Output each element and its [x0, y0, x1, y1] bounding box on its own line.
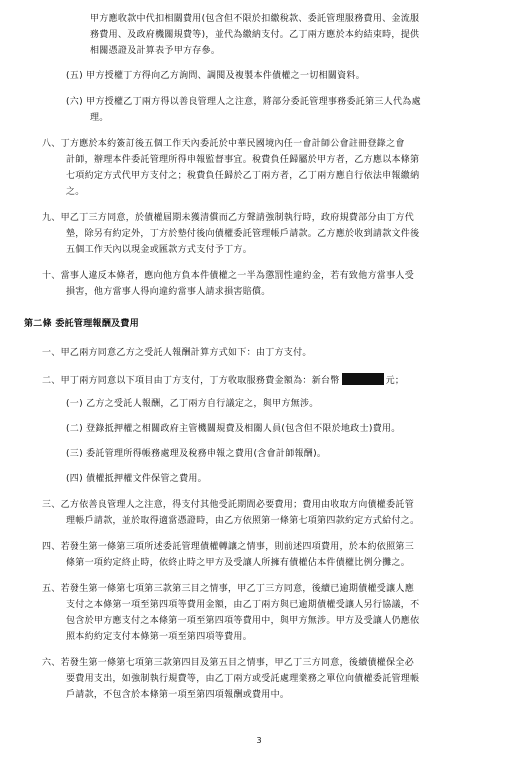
text-line: 要費用支出，如強制執行規費等，由乙丁兩方或受託處理業務之單位向債權委託管理帳 — [66, 674, 420, 684]
text-line: (四) 債權抵押權文件保管之費用。 — [66, 474, 207, 484]
text-line: 條第一項約定終止時，依終止時之甲方及受讓人所擁有債權佔本件債權比例分攤之。 — [66, 558, 411, 568]
text-line: 理。 — [90, 113, 109, 123]
text-line: 四、若發生第一條第三項所述委託管理債權轉讓之情事，則前述四項費用，於本約依照第三 — [42, 542, 415, 552]
text-line: 八、丁方應於本約簽訂後五個工作天內委託於中華民國境內任一會計師公會註冊登錄之會 — [42, 139, 405, 149]
text-line: 計師，辦理本件委託管理所得申報監督事宜。稅費負任歸屬於甲方者，乙方應以本條第 — [66, 155, 420, 165]
text-line: 九、甲乙丁三方同意，於債權屆期未獲清償而乙方聲請強制執行時，政府規費部分由丁方代 — [42, 213, 415, 223]
redaction-block — [342, 373, 384, 385]
text-line: (三) 委託管理所得帳務處理及稅務申報之費用(含會計師報酬)。 — [66, 449, 327, 459]
text-line: 支付之本條第一項至第四項等費用金額，由乙丁兩方與已逾期債權受讓人另行協議，不 — [66, 600, 420, 610]
text-line: 五個工作天內以現金或匯款方式支付予丁方。 — [66, 245, 253, 255]
text-line: (六) 甲方授權乙丁兩方得以善良管理人之注意，將部分委託管理事務委託第三人代為處 — [66, 97, 421, 107]
text-line: 相關憑證及計算表予甲方存參。 — [90, 46, 221, 56]
text-line: 甲方應收款中代扣相關費用(包含但不限於扣繳稅款、委託管理服務費用、金流服 — [90, 14, 420, 24]
text-line: 包含於甲方應支付之本條第一項至第四項等費用中，與甲方無涉。甲方及受讓人仍應依 — [66, 616, 420, 626]
text-line: 戶請款，不包含於本條第一項至第四項報酬或費用中。 — [66, 690, 290, 700]
text-line: 理帳戶請款，並於取得適當憑證時，由乙方依照第一條第七項第四款約定方式給付之。 — [66, 516, 420, 526]
text-line: 損害，他方當事人得向違約當事人請求損害賠償。 — [66, 287, 271, 297]
text-line: 務費用、及政府機關規費等)，並代為繳納支付。乙丁兩方應於本約結束時，提供 — [90, 30, 420, 40]
page-number: 3 — [256, 736, 262, 745]
section-heading: 第二條 委託管理報酬及費用 — [24, 319, 140, 329]
text-line: 十、當事人違反本條者，應向他方負本件債權之一半為懲罰性違約金，若有致他方當事人受 — [42, 271, 415, 281]
text-line: 墊，除另有約定外，丁方於墊付後向債權委託管理帳戶請款。乙方應於收到請款文件後 — [66, 229, 420, 239]
text-line: 照本約約定支付本條第一項至第四項等費用。 — [66, 632, 253, 642]
text-line: 五、若發生第一條第七項第三款第三目之情事，甲乙丁三方同意，後續已逾期債權受讓人應 — [42, 584, 415, 594]
text-line: (一) 乙方之受託人報酬，乙丁兩方自行議定之，與甲方無涉。 — [66, 399, 319, 409]
text-fragment: 二、甲丁兩方同意以下項目由丁方支付，丁方收取服務費金額為：新台幣 — [42, 376, 340, 386]
text-line — [42, 373, 404, 387]
text-line: 三、乙方依善良管理人之注意，得支付其他受託期間必要費用；費用由收取方向債權委託管 — [42, 500, 415, 510]
text-line: 七項約定方式代甲方支付之；稅費負任歸於乙丁兩方者，乙丁兩方應自行依法申報繳納 — [66, 171, 420, 181]
text-line: (二) 登錄抵押權之相關政府主管機關規費及相關人員(包含但不限於地政士)費用。 — [66, 424, 401, 434]
text-line: 之。 — [66, 187, 85, 197]
text-line: 一、甲乙兩方同意乙方之受託人報酬計算方式如下：由丁方支付。 — [42, 348, 312, 358]
text-line: 六、若發生第一條第七項第三款第四目及第五目之情事，甲乙丁三方同意，後續債權保全必 — [42, 658, 415, 668]
text-fragment: 元； — [385, 376, 405, 386]
text-line: (五) 甲方授權丁方得向乙方詢問、調閱及複製本件債權之一切相關資料。 — [66, 71, 366, 81]
